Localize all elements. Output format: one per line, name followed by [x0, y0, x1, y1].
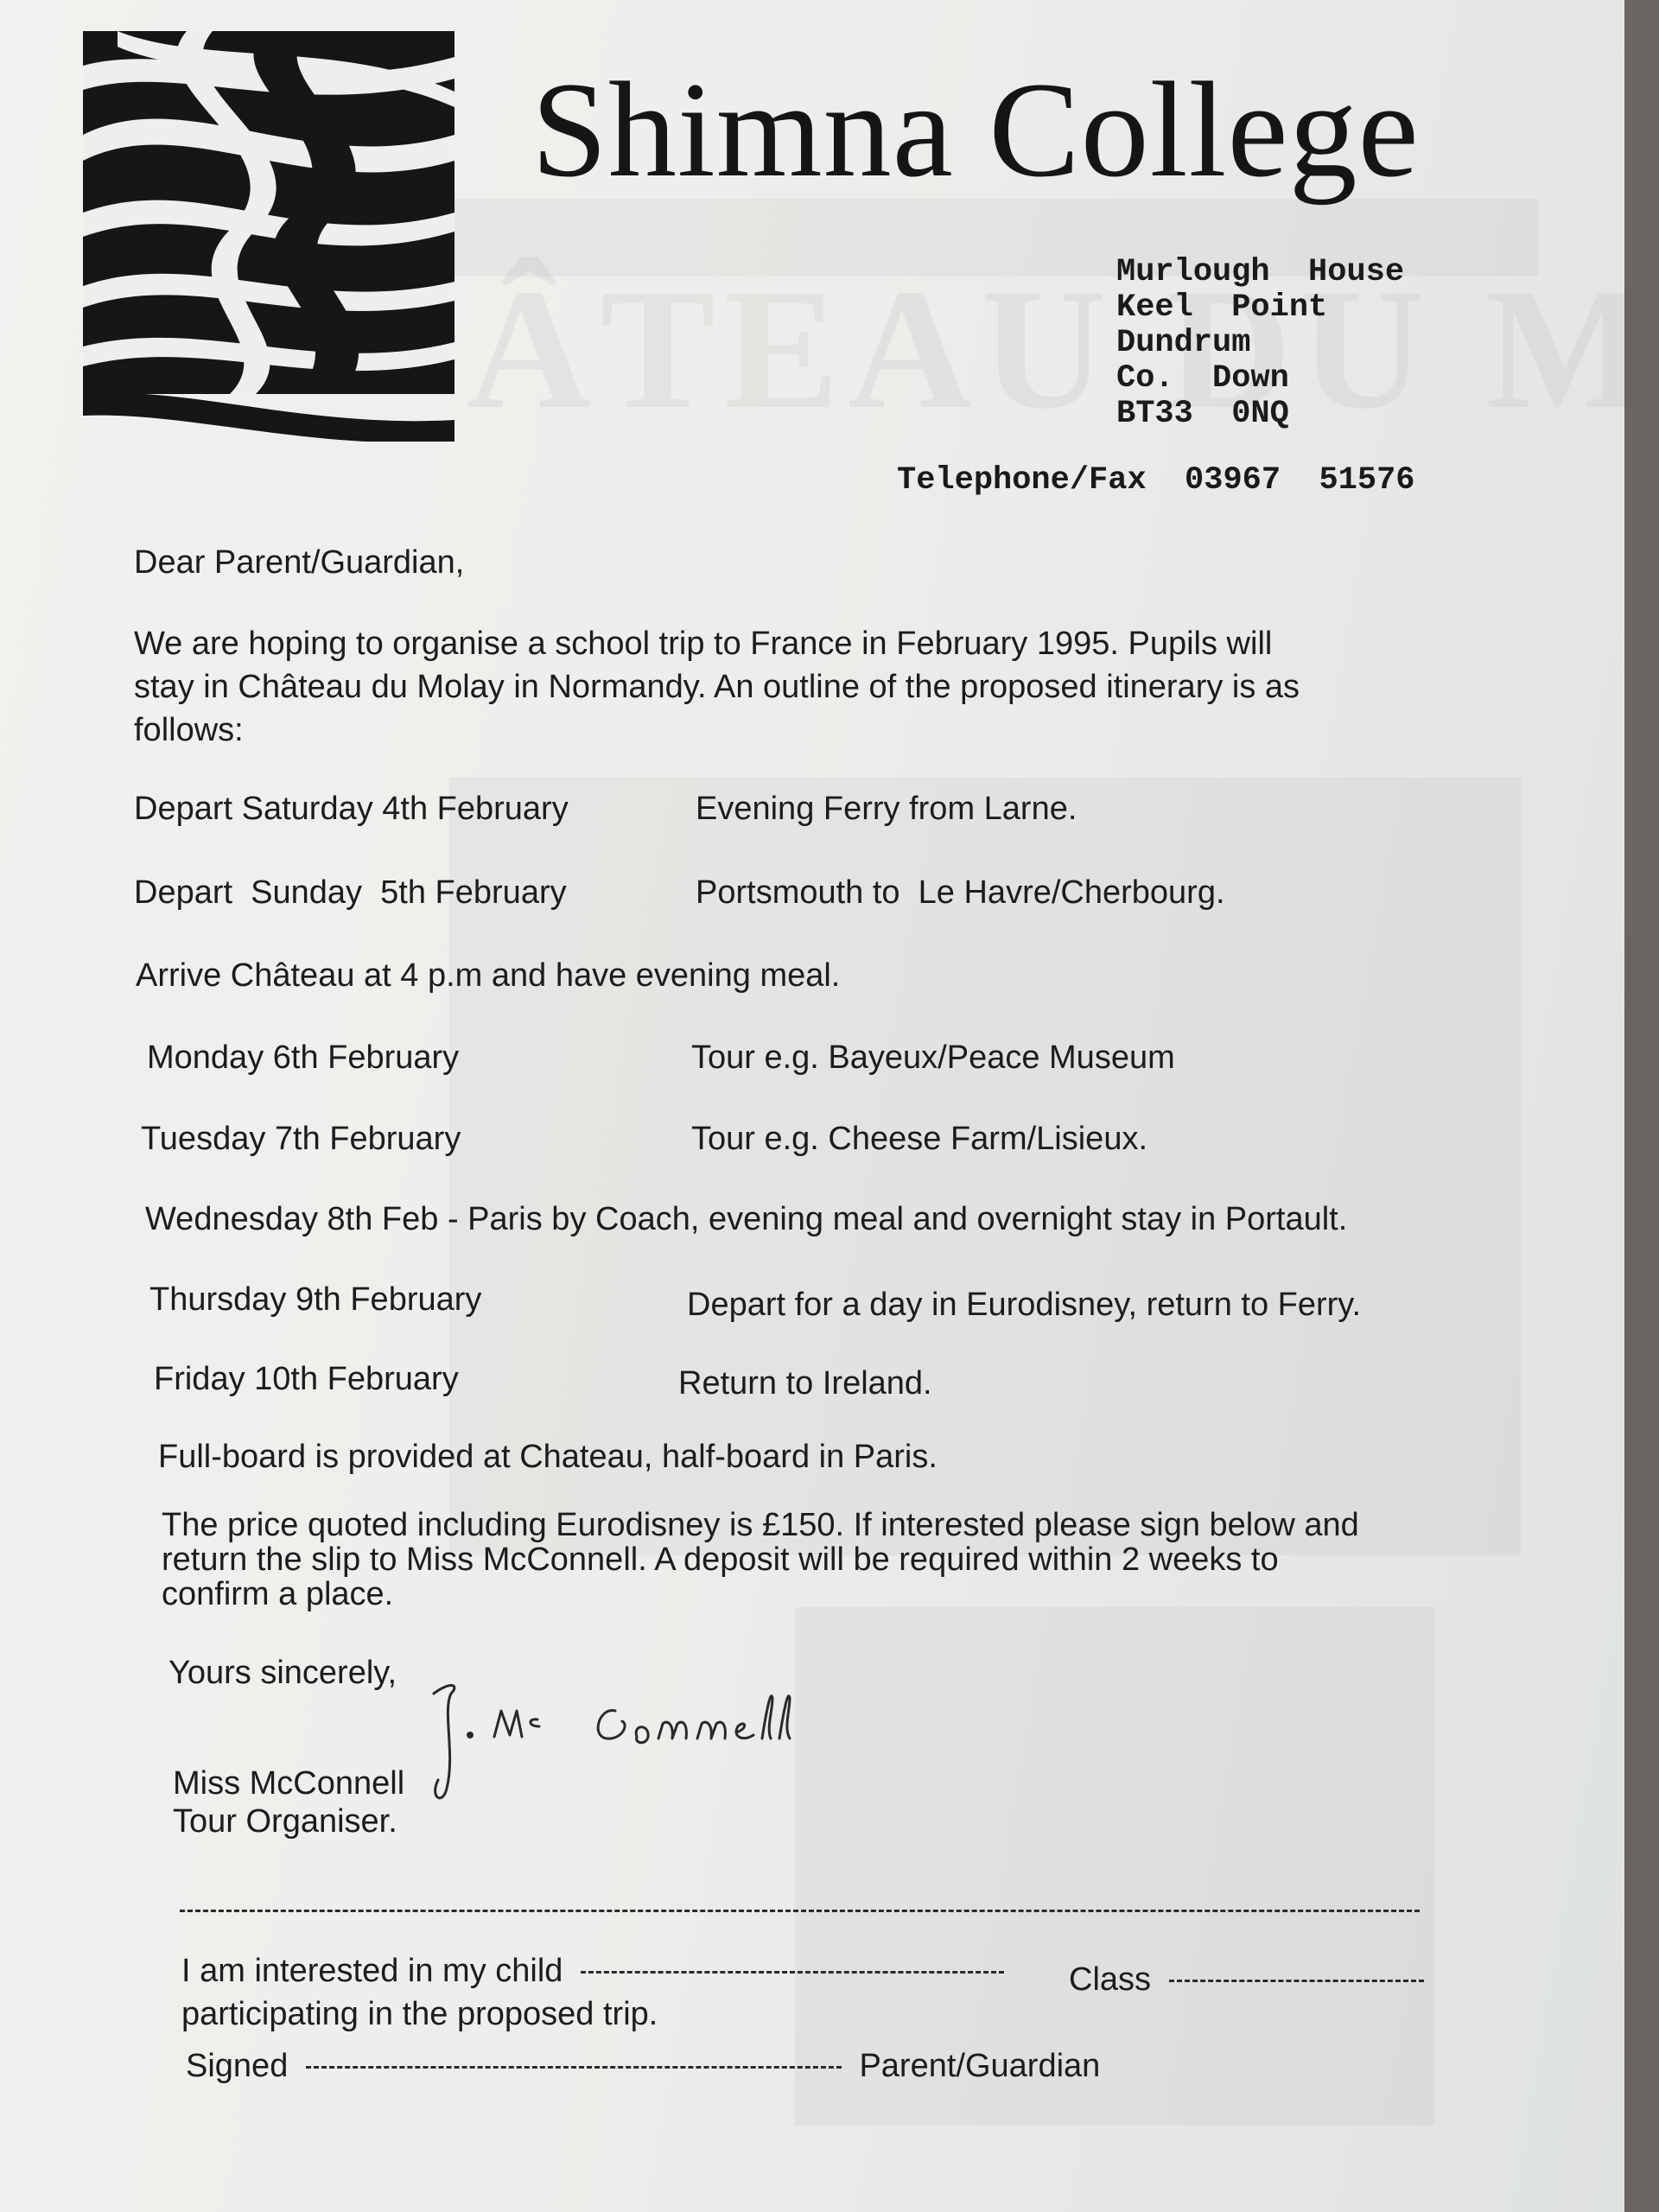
intro-line: follows:: [134, 712, 244, 748]
intro-line: We are hoping to organise a school trip to France in February 1995. Pupils will: [134, 626, 1273, 662]
itinerary-activity: Depart for a day in Eurodisney, return to Ferry.: [687, 1287, 1362, 1323]
tear-off-cut-line: [180, 1910, 1420, 1912]
intro-paragraph: [134, 622, 1300, 752]
handwritten-signature: [416, 1676, 866, 1815]
class-label: Class: [1069, 1961, 1152, 1998]
signer-title: Tour Organiser.: [173, 1803, 397, 1840]
price-line: The price quoted including Eurodisney is £150. If interested please sign below and: [162, 1507, 1359, 1543]
college-name: Shimna College: [531, 54, 1420, 206]
price-line: return the slip to Miss McConnell. A deposit will be required within 2 weeks to: [162, 1541, 1279, 1578]
interest-label: I am interested in my child: [181, 1953, 563, 1989]
interest-label-continued: participating in the proposed trip.: [181, 1996, 658, 2032]
wednesday-note: Wednesday 8th Feb - Paris by Coach, evening meal and overnight stay in Portault.: [145, 1201, 1348, 1237]
show-through-watermark: [467, 251, 1624, 448]
shimna-s-logo-icon: [83, 31, 454, 442]
class-line: [1069, 1961, 1424, 1999]
address-line: Keel Point: [1116, 289, 1328, 326]
school-address: [1116, 255, 1404, 432]
signed-label: Signed: [186, 2048, 289, 2084]
guardian-signature-field[interactable]: [306, 2066, 842, 2069]
salutation: Dear Parent/Guardian,: [134, 544, 465, 581]
itinerary-day: Monday 6th February: [147, 1039, 460, 1076]
signer-block: [173, 1764, 404, 1840]
class-field[interactable]: [1169, 1980, 1424, 1982]
child-name-field[interactable]: [581, 1971, 1004, 1974]
itinerary-activity: Portsmouth to Le Havre/Cherbourg.: [696, 874, 1225, 911]
itinerary-activity: Evening Ferry from Larne.: [696, 791, 1077, 827]
address-line: BT33 0NQ: [1116, 396, 1289, 432]
guardian-label: Parent/Guardian: [859, 2048, 1101, 2084]
arrival-note: Arrive Château at 4 p.m and have evening meal.: [136, 957, 841, 994]
price-line: confirm a place.: [162, 1576, 394, 1612]
itinerary-activity: Return to Ireland.: [678, 1365, 932, 1402]
itinerary-activity: Tour e.g. Bayeux/Peace Museum: [691, 1039, 1175, 1076]
signer-name: Miss McConnell: [173, 1765, 405, 1802]
itinerary-day: Depart Sunday 5th February: [134, 874, 567, 911]
signature-line: [186, 2048, 1100, 2085]
itinerary-day: Tuesday 7th February: [141, 1121, 461, 1157]
interest-statement: [181, 1953, 1004, 1990]
itinerary-day: Thursday 9th February: [149, 1281, 482, 1318]
address-line: Murlough House: [1116, 254, 1405, 290]
intro-line: stay in Château du Molay in Normandy. An outline of the proposed itinerary is as: [134, 669, 1300, 705]
itinerary-activity: Tour e.g. Cheese Farm/Lisieux.: [691, 1121, 1148, 1157]
itinerary-day: Friday 10th February: [154, 1361, 459, 1397]
closing: Yours sincerely,: [168, 1655, 397, 1691]
price-paragraph: [162, 1508, 1359, 1611]
itinerary-day: Depart Saturday 4th February: [134, 791, 569, 827]
board-note: Full-board is provided at Chateau, half-board in Paris.: [158, 1439, 938, 1475]
address-line: Co. Down: [1116, 360, 1289, 397]
telephone-fax: Telephone/Fax 03967 51576: [897, 462, 1415, 499]
address-line: Dundrum: [1116, 325, 1251, 361]
